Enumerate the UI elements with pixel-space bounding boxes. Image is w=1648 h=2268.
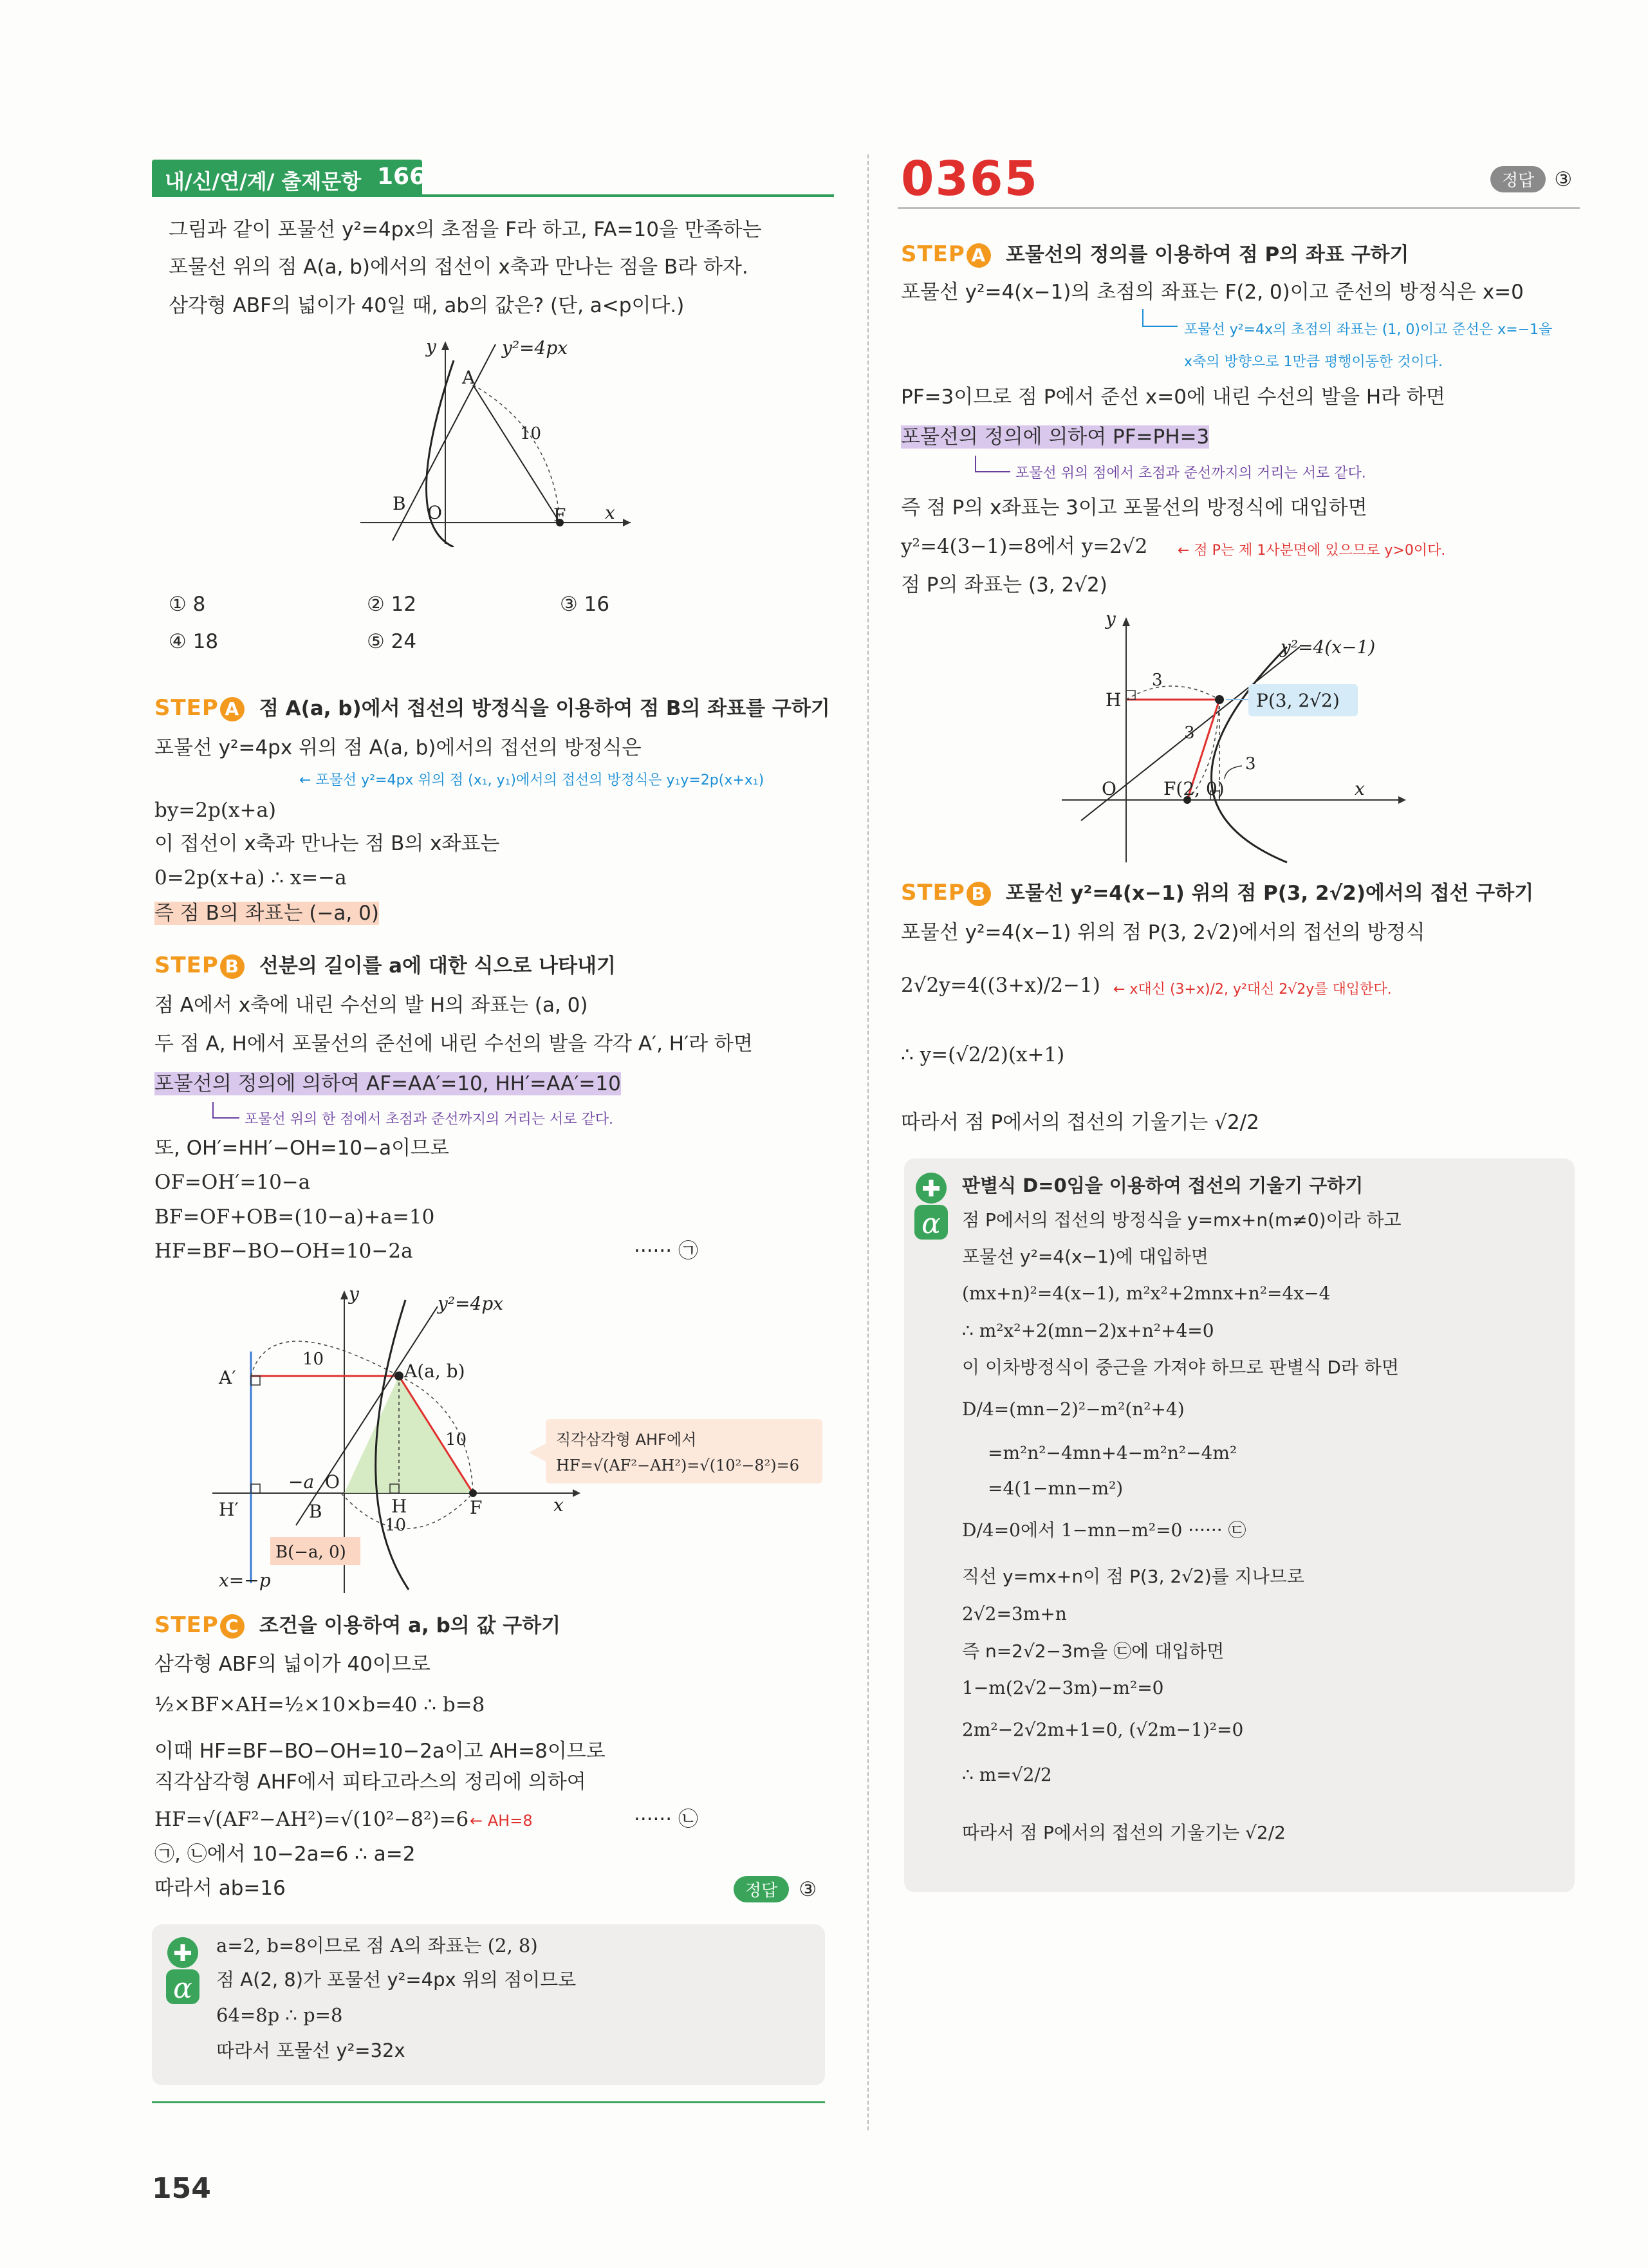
left-c-note: ← AH=8 xyxy=(470,1812,533,1830)
right-b-line-4: 따라서 점 P에서의 접선의 기울기는 √2/2 xyxy=(901,1111,1259,1134)
page-number: 154 xyxy=(152,2172,211,2205)
fig3-three-left: 3 xyxy=(1184,723,1195,743)
left-step-b-header: STEP B 선분의 길이를 a에 대한 식으로 나타내기 xyxy=(154,953,616,978)
left-header xyxy=(152,160,448,198)
left-b-line-1: 점 A에서 x축에 내린 수선의 발 H의 좌표는 (a, 0) xyxy=(154,994,588,1017)
left-tip-line-2: 점 A(2, 8)가 포물선 y²=4px 위의 점이므로 xyxy=(216,1969,577,1991)
callout-box xyxy=(546,1419,822,1483)
left-tip-box xyxy=(152,1924,825,2085)
parabola-figure-3 xyxy=(1055,608,1416,866)
fig2-curve-label: y²=4px xyxy=(438,1293,504,1314)
right-note-3: ← 점 P는 제 1사분면에 있으므로 y>0이다. xyxy=(1178,543,1446,559)
svg-text:α: α xyxy=(173,1972,192,2005)
right-b-line-2: 2√2y=4((3+x)/2−1) xyxy=(901,974,1100,997)
parabola-figure-2 xyxy=(212,1281,586,1596)
fig3-H: H xyxy=(1106,689,1122,711)
plus-alpha-icon xyxy=(163,1936,202,2007)
left-step-a-header: STEP A 점 A(a, b)에서 접선의 방정식을 이용하여 점 B의 좌표를 구하기 xyxy=(154,695,830,721)
fig2-H: H xyxy=(391,1496,407,1517)
left-c-line-1: 삼각형 ABF의 넓이가 40이므로 xyxy=(154,1653,431,1676)
right-tip-line-6: D/4=(mn−2)²−m²(n²+4) xyxy=(962,1399,1185,1420)
left-step-c-title: 조건을 이용하여 a, b의 값 구하기 xyxy=(259,1614,561,1637)
left-b-line-5: OF=OH′=10−a xyxy=(154,1171,311,1194)
right-tip-line-10: 직선 y=mx+n이 점 P(3, 2√2)를 지나므로 xyxy=(962,1566,1304,1587)
fig2-B-coord: B(−a, 0) xyxy=(275,1543,346,1562)
right-tip-line-3: (mx+n)²=4(x−1), m²x²+2mnx+n²=4x−4 xyxy=(962,1283,1331,1304)
left-b-line-6: BF=OF+OB=(10−a)+a=10 xyxy=(154,1205,435,1229)
right-step-b-title: 포물선 y²=4(x−1) 위의 점 P(3, 2√2)에서의 접선 구하기 xyxy=(1005,882,1534,905)
fig1-len: 10 xyxy=(520,424,542,443)
choice-4: ④ 18 xyxy=(169,630,219,653)
right-b-note: ← x대신 (3+x)/2, y²대신 2√2y를 대입한다. xyxy=(1113,981,1392,998)
fig1-curve-label: y²=4px xyxy=(502,337,568,358)
right-a-line-3: 포물선의 정의에 의하여 PF=PH=3 xyxy=(901,425,1210,449)
fig3-P: P(3, 2√2) xyxy=(1256,690,1340,711)
left-a-line-4: 0=2p(x+a) ∴ x=−a xyxy=(154,866,347,889)
right-a-line-2: PF=3이므로 점 P에서 준선 x=0에 내린 수선의 발을 H라 하면 xyxy=(901,386,1445,409)
left-answer: 정답 ③ xyxy=(734,1876,817,1902)
fig2-minus-a: −a xyxy=(288,1471,315,1492)
right-tip-line-15: ∴ m=√2/2 xyxy=(962,1764,1052,1785)
left-tip-line-1: a=2, b=8이므로 점 A의 좌표는 (2, 8) xyxy=(216,1935,538,1957)
fig2-x: x xyxy=(553,1494,564,1516)
column-divider xyxy=(867,154,869,2130)
right-tip-line-11: 2√2=3m+n xyxy=(962,1603,1067,1624)
right-note-2: 포물선 위의 점에서 초점과 준선까지의 거리는 서로 같다. xyxy=(1015,465,1366,481)
left-bottom-rule xyxy=(152,2101,825,2103)
callout-line-2: HF=√(AF²−AH²)=√(10²−8²)=6 xyxy=(556,1456,799,1474)
right-step-a-header: STEP A 포물선의 정의를 이용하여 점 P의 좌표 구하기 xyxy=(901,241,1409,267)
fig3-three-top: 3 xyxy=(1152,671,1163,690)
left-c-line-7: 따라서 ab=16 xyxy=(154,1877,286,1900)
plus-alpha-icon-right xyxy=(912,1171,950,1242)
left-step-c-header: STEP C 조건을 이용하여 a, b의 값 구하기 xyxy=(154,1612,561,1638)
left-a-line-2: by=2p(x+a) xyxy=(154,799,277,822)
parabola-figure-1 xyxy=(347,335,643,547)
fig2-ten-bottom: 10 xyxy=(385,1516,407,1535)
fig3-y: y xyxy=(1106,608,1116,629)
right-tip-line-1: 점 P에서의 접선의 방정식을 y=mx+n(m≠0)이라 하고 xyxy=(962,1209,1402,1231)
left-c-line-2: ½×BF×AH=½×10×b=40 ∴ b=8 xyxy=(154,1693,485,1716)
right-tip-box xyxy=(904,1158,1575,1892)
fig3-three-right: 3 xyxy=(1245,754,1256,774)
svg-text:α: α xyxy=(921,1207,941,1240)
fig1-y: y xyxy=(426,336,436,357)
problem-line-2: 포물선 위의 점 A(a, b)에서의 접선이 x축과 만나는 점을 B라 하자. xyxy=(169,256,748,279)
left-c-line-3: 이때 HF=BF−BO−OH=10−2a이고 AH=8이므로 xyxy=(154,1740,606,1763)
left-b-line-4: 또, OH′=HH′−OH=10−a이므로 xyxy=(154,1137,449,1160)
right-b-line-3: ∴ y=(√2/2)(x+1) xyxy=(901,1043,1065,1066)
right-a-line-4: 즉 점 P의 x좌표는 3이고 포물선의 방정식에 대입하면 xyxy=(901,496,1367,519)
right-step-a-title: 포물선의 정의를 이용하여 점 P의 좌표 구하기 xyxy=(1005,243,1409,266)
fig2-ten-right: 10 xyxy=(445,1430,467,1449)
fig1-A: A xyxy=(462,367,476,388)
right-answer: 정답 ③ xyxy=(1490,166,1572,192)
right-tip-line-12: 즉 n=2√2−3m을 ㉢에 대입하면 xyxy=(962,1641,1225,1662)
right-b-line-1: 포물선 y²=4(x−1) 위의 점 P(3, 2√2)에서의 접선의 방정식 xyxy=(901,921,1425,944)
problem-line-1: 그림과 같이 포물선 y²=4px의 초점을 F라 하고, FA=10을 만족하는 xyxy=(169,218,762,241)
fig3-F: F(2, 0) xyxy=(1163,778,1225,799)
fig2-Hp: H′ xyxy=(219,1499,239,1520)
right-tip-line-7: =m²n²−4mn+4−m²n²−4m² xyxy=(988,1442,1237,1464)
header-label: 내/신/연/계/ 출제문항 xyxy=(165,169,362,194)
fig2-B: B xyxy=(309,1501,322,1522)
choice-2: ② 12 xyxy=(367,593,417,616)
left-step-a-title: 점 A(a, b)에서 접선의 방정식을 이용하여 점 B의 좌표를 구하기 xyxy=(259,697,830,720)
left-a-note: ← 포물선 y²=4px 위의 점 (x₁, y₁)에서의 접선의 방정식은 y₁y=2p(x+x₁) xyxy=(299,772,764,788)
fig2-y: y xyxy=(349,1283,359,1305)
left-b-line-7: HF=BF−BO−OH=10−2a xyxy=(154,1240,413,1263)
right-a-line-5: y²=4(3−1)=8에서 y=2√2 xyxy=(901,535,1148,558)
left-tip-line-3: 64=8p ∴ p=8 xyxy=(216,2004,343,2026)
choice-3: ③ 16 xyxy=(560,593,610,616)
left-a-line-3: 이 접선이 x축과 만나는 점 B의 x좌표는 xyxy=(154,832,500,855)
fig2-A: A(a, b) xyxy=(404,1361,465,1382)
right-tip-line-16: 따라서 점 P에서의 접선의 기울기는 √2/2 xyxy=(962,1822,1286,1843)
left-a-line-1: 포물선 y²=4px 위의 점 A(a, b)에서의 접선의 방정식은 xyxy=(154,736,642,759)
problem-line-3: 삼각형 ABF의 넓이가 40일 때, ab의 값은? (단, a<p이다.) xyxy=(169,294,685,317)
left-b-line-3: 포물선의 정의에 의하여 AF=AA′=10, HH′=AA′=10 xyxy=(154,1072,621,1095)
left-c-line-4: 직각삼각형 AHF에서 피타고라스의 정리에 의하여 xyxy=(154,1771,586,1794)
right-tip-title: 판별식 D=0임을 이용하여 접선의 기울기 구하기 xyxy=(962,1175,1364,1196)
right-a-line-6: 점 P의 좌표는 (3, 2√2) xyxy=(901,573,1107,597)
fig1-O: O xyxy=(427,502,442,523)
left-a-line-5: 즉 점 B의 좌표는 (−a, 0) xyxy=(154,902,379,925)
right-tip-line-4: ∴ m²x²+2(mn−2)x+n²+4=0 xyxy=(962,1320,1214,1341)
left-marker-2: ······ ㉡ xyxy=(634,1808,698,1831)
problem-number: 0365 xyxy=(901,151,1039,207)
right-tip-line-8: =4(1−mn−m²) xyxy=(988,1478,1124,1499)
fig3-x: x xyxy=(1355,778,1365,799)
right-tip-line-13: 1−m(2√2−3m)−m²=0 xyxy=(962,1677,1164,1698)
left-tip-line-4: 따라서 포물선 y²=32x xyxy=(216,2040,405,2061)
left-c-line-6: ㉠, ㉡에서 10−2a=6 ∴ a=2 xyxy=(154,1843,416,1866)
left-b-note: 포물선 위의 한 점에서 초점과 준선까지의 거리는 서로 같다. xyxy=(245,1111,613,1128)
callout-line-1: 직각삼각형 AHF에서 xyxy=(556,1431,697,1449)
fig3-O: O xyxy=(1102,778,1116,799)
right-note-1b: x축의 방향으로 1만큼 평행이동한 것이다. xyxy=(1184,354,1443,370)
fig2-Ap: A′ xyxy=(219,1367,236,1388)
fig1-B: B xyxy=(393,493,406,514)
fig3-curve-label: y²=4(x−1) xyxy=(1281,637,1376,658)
fig1-F: F xyxy=(553,505,566,526)
right-tip-line-9: D/4=0에서 1−mn−m²=0 ······ ㉢ xyxy=(962,1520,1246,1541)
right-note-1a: 포물선 y²=4x의 초점의 좌표는 (1, 0)이고 준선은 x=−1을 xyxy=(1184,322,1553,338)
left-c-line-5: HF=√(AF²−AH²)=√(10²−8²)=6 xyxy=(154,1808,469,1831)
left-step-b-title: 선분의 길이를 a에 대한 식으로 나타내기 xyxy=(259,954,616,978)
fig2-F: F xyxy=(470,1497,483,1518)
choice-5: ⑤ 24 xyxy=(367,630,417,653)
fig1-x: x xyxy=(605,502,615,523)
right-tip-line-5: 이 이차방정식이 중근을 가져야 하므로 판별식 D라 하면 xyxy=(962,1357,1399,1378)
choice-1: ① 8 xyxy=(169,593,206,616)
left-marker-1: ······ ㉠ xyxy=(634,1240,698,1263)
right-tip-line-14: 2m²−2√2m+1=0, (√2m−1)²=0 xyxy=(962,1719,1244,1740)
right-step-b-header: STEP B 포물선 y²=4(x−1) 위의 점 P(3, 2√2)에서의 접선 구하기 xyxy=(901,880,1534,906)
fig2-directrix: x=−p xyxy=(219,1570,271,1591)
right-tip-line-2: 포물선 y²=4(x−1)에 대입하면 xyxy=(962,1246,1208,1267)
right-top-rule xyxy=(898,207,1580,209)
fig2-ten-top: 10 xyxy=(302,1350,324,1369)
header-number: 166 xyxy=(377,163,426,190)
right-a-line-1: 포물선 y²=4(x−1)의 초점의 좌표는 F(2, 0)이고 준선의 방정식은 x=0 xyxy=(901,281,1524,304)
fig2-O: O xyxy=(325,1471,340,1492)
left-b-line-2: 두 점 A, H에서 포물선의 준선에 내린 수선의 발을 각각 A′, H′라 하면 xyxy=(154,1032,753,1055)
